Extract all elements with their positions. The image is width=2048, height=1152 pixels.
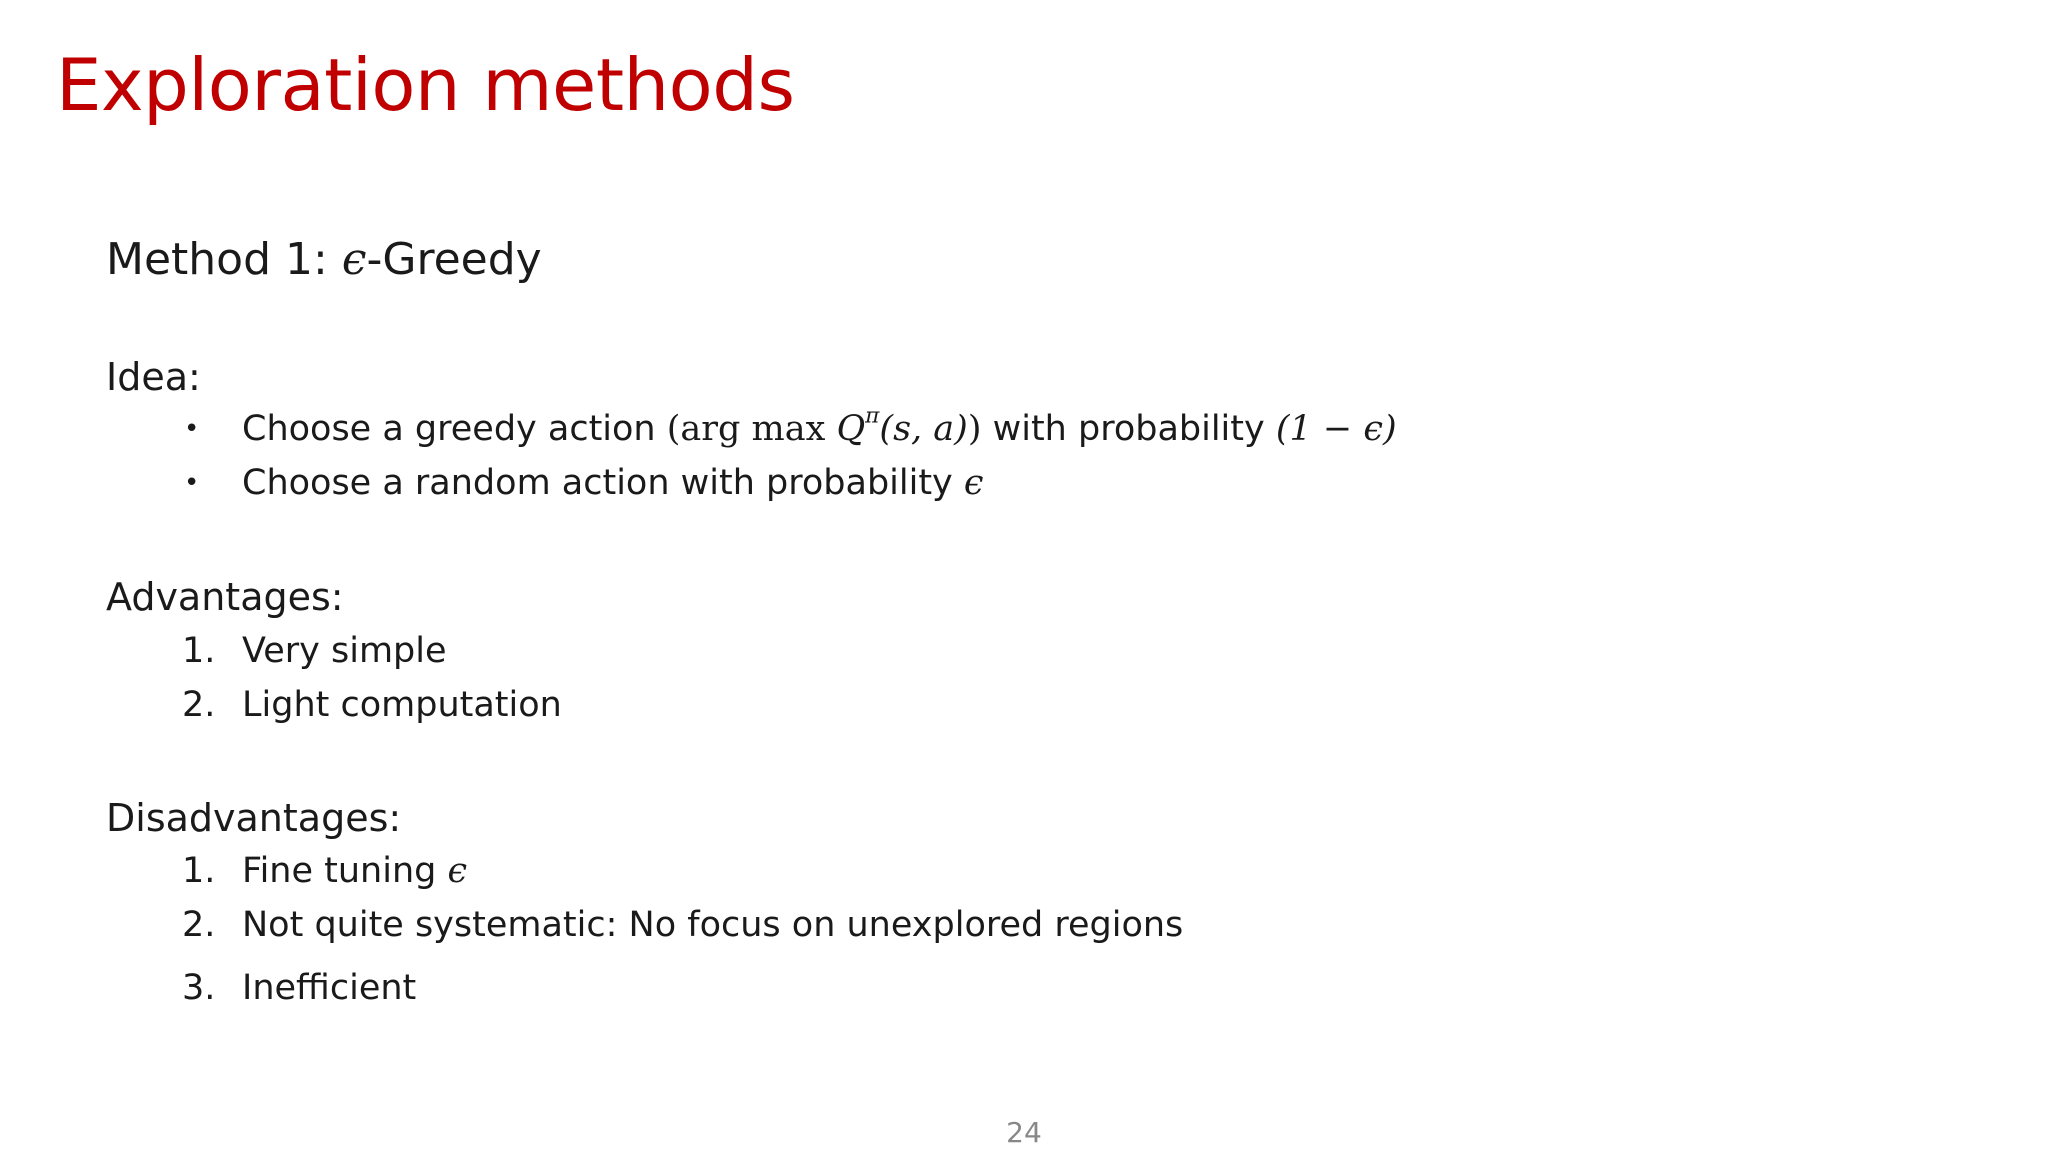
epsilon-symbol: ϵ: [963, 463, 984, 503]
advantage-text: Very simple: [242, 631, 447, 671]
argmax-expression: (arg $\max Q^\pi(s$, a)): [666, 403, 982, 449]
probability-expression: (1 − ϵ): [1275, 409, 1397, 449]
method-heading: [106, 232, 542, 288]
disadvantages-label: Disadvantages:: [106, 796, 402, 840]
bullet-icon: •: [184, 468, 200, 498]
slide-title: Exploration methods: [56, 43, 795, 127]
list-number: 1.: [182, 851, 216, 891]
disadvantage-text: Not quite systematic: No focus on unexplored regions: [242, 905, 1184, 945]
epsilon-symbol: ϵ: [447, 851, 468, 891]
method-heading-suffix: -Greedy: [366, 234, 542, 285]
idea-item-text: Choose a greedy action (arg $\max Q^\pi(s$, a)) with probability (1 − ϵ): [242, 403, 1397, 449]
disadvantage-text: Fine tuning ϵ: [242, 851, 468, 891]
disadvantage-text: Inefficient: [242, 968, 417, 1008]
method-heading-prefix: Method 1:: [106, 234, 342, 285]
page-number: 24: [1006, 1116, 1042, 1149]
advantages-label: Advantages:: [106, 575, 344, 619]
bullet-icon: •: [184, 414, 200, 444]
list-number: 2.: [182, 905, 216, 945]
list-number: 3.: [182, 968, 216, 1008]
idea-label: Idea:: [106, 355, 201, 399]
list-number: 2.: [182, 685, 216, 725]
advantage-text: Light computation: [242, 685, 562, 725]
list-number: 1.: [182, 631, 216, 671]
epsilon-symbol: ϵ: [341, 234, 367, 285]
idea-item-text: Choose a random action with probability ϵ: [242, 463, 984, 503]
